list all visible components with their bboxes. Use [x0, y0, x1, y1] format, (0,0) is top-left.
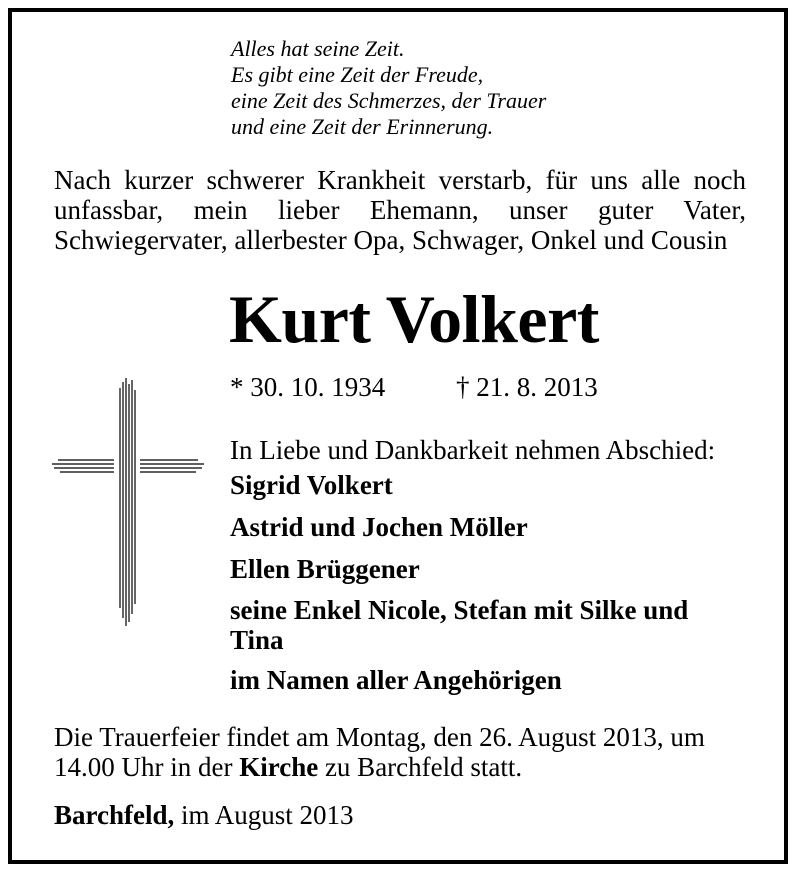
funeral-text: Die Trauerfeier findet am Montag, den 26. August 2013, um 14.00 Uhr in der	[54, 722, 705, 782]
cross-icon	[52, 378, 204, 628]
signoff-date: im August 2013	[174, 800, 354, 830]
poem-line: Alles hat seine Zeit.	[231, 36, 405, 61]
birth-date: * 30. 10. 1934	[230, 372, 386, 402]
mourner: Ellen Brüggener	[230, 554, 420, 584]
signoff-place: Barchfeld,	[54, 800, 175, 830]
signoff	[54, 800, 354, 830]
funeral-text-end: zu Barchfeld statt.	[318, 752, 523, 782]
poem-line: Es gibt eine Zeit der Freude,	[231, 62, 484, 87]
farewell-line: In Liebe und Dankbarkeit nehmen Abschied:	[230, 435, 716, 465]
poem	[231, 36, 546, 140]
funeral-location: Kirche	[239, 752, 319, 782]
death-date: † 21. 8. 2013	[456, 372, 598, 402]
mourner: seine Enkel Nicole, Stefan mit Silke und Tina	[230, 595, 689, 655]
poem-line: und eine Zeit der Erinnerung.	[231, 114, 494, 139]
funeral-info	[54, 722, 754, 782]
intro-text: Nach kurzer schwerer Krankheit verstarb, für uns alle noch unfassbar, mein lieber Ehemann, unser guter Vater, Schwiegervater, allerbester Opa, Schwager, Onkel und Cousin	[54, 165, 746, 255]
mourner: Astrid und Jochen Möller	[230, 512, 528, 542]
mourner: Sigrid Volkert	[230, 470, 393, 500]
mourner: im Namen aller Angehörigen	[230, 665, 562, 695]
deceased-name: Kurt Volkert	[229, 281, 599, 357]
poem-line: eine Zeit des Schmerzes, der Trauer	[231, 88, 547, 113]
